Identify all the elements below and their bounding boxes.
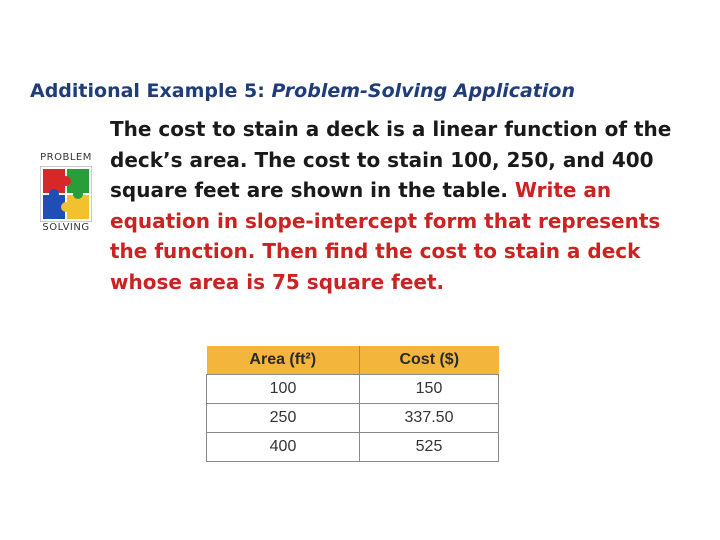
cell-cost: 150 bbox=[360, 375, 499, 404]
slide-title bbox=[30, 80, 575, 102]
problem-solving-logo bbox=[36, 152, 96, 238]
logo-caption-bottom: SOLVING bbox=[42, 222, 90, 233]
area-cost-table bbox=[206, 346, 499, 462]
logo-caption-top: PROBLEM bbox=[40, 152, 92, 163]
puzzle-icon bbox=[40, 166, 92, 222]
cell-cost: 525 bbox=[360, 433, 499, 462]
title-subtitle: Problem-Solving Application bbox=[271, 80, 575, 102]
table-row bbox=[207, 404, 499, 433]
table-row bbox=[207, 433, 499, 462]
cell-cost: 337.50 bbox=[360, 404, 499, 433]
column-header-area: Area (ft²) bbox=[207, 346, 360, 375]
problem-task: Write an equation in slope-intercept form that represents the function. Then find the cost to stain a deck whose area is 75 square feet. bbox=[110, 178, 661, 294]
table-row bbox=[207, 375, 499, 404]
table-header-row bbox=[207, 346, 499, 375]
column-header-cost: Cost ($) bbox=[360, 346, 499, 375]
cell-area: 250 bbox=[207, 404, 360, 433]
problem-text: The cost to stain a deck is a linear function of the deck’s area. The cost to stain 100, 250, and 400 square feet are shown in the table. bbox=[110, 117, 672, 202]
problem-statement bbox=[110, 114, 700, 297]
cell-area: 100 bbox=[207, 375, 360, 404]
cell-area: 400 bbox=[207, 433, 360, 462]
title-main: Additional Example 5: bbox=[30, 80, 265, 102]
